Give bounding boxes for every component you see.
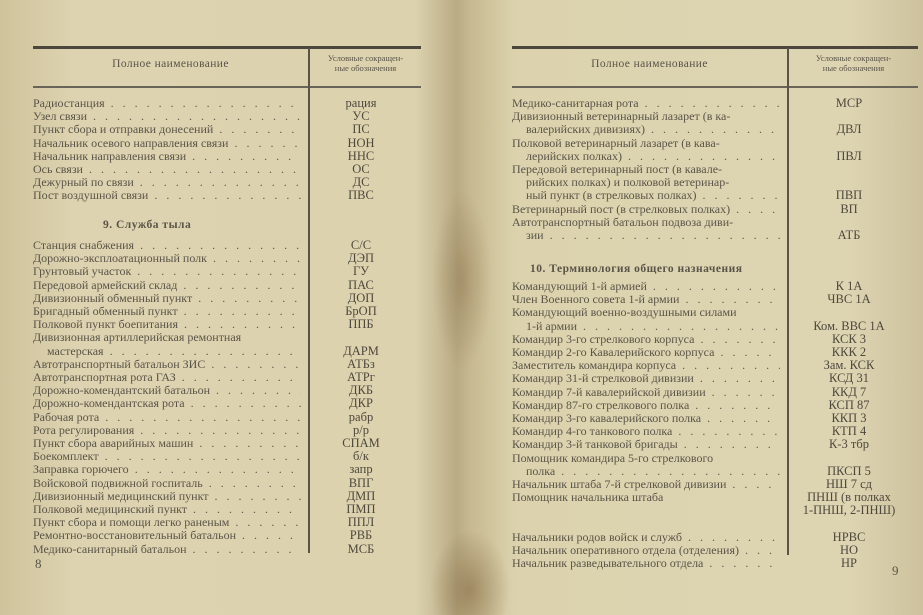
table-row	[512, 293, 918, 306]
table-row	[33, 265, 421, 278]
full-name-line: Автотранспортный батальон ЗИС . . .	[33, 358, 301, 371]
full-name	[33, 239, 301, 252]
full-name	[33, 331, 301, 357]
abbreviation: АТБз	[347, 356, 375, 371]
full-name-line: Дивизионная артиллерийская ремонтная	[33, 331, 242, 345]
full-name	[33, 176, 301, 189]
full-name-line: Радиостанция . . .	[33, 97, 301, 110]
table-section-general-terminology	[512, 280, 918, 570]
full-name-line: Командующий 1-й армией . . .	[512, 280, 780, 293]
full-name-line: Войсковой подвижной госпиталь . . .	[33, 477, 301, 490]
full-name	[512, 293, 780, 306]
abbreviation: рация	[345, 96, 377, 110]
full-name-line: Пункт сбора аварийных машин . . .	[33, 437, 301, 450]
full-name	[33, 163, 301, 176]
full-name-line: Пункт сбора и помощи легко раненым . . .	[33, 516, 301, 529]
table-row	[33, 411, 421, 424]
full-name	[512, 438, 780, 451]
abbreviation: К 1А	[835, 279, 863, 293]
table-row	[33, 137, 421, 150]
abbreviation: ГУ	[352, 264, 370, 279]
full-name-line: Командир 3-го кавалерийского полка . . .	[512, 412, 780, 425]
full-name-line: Передовой армейский склад . . .	[33, 279, 301, 292]
full-name-line: Узел связи . . .	[33, 110, 301, 123]
full-name	[33, 252, 301, 265]
header-bottom-rule	[33, 86, 421, 88]
abbreviation: ККК 2	[831, 345, 867, 360]
full-name-line: Дежурный по связи . . .	[33, 176, 301, 189]
section-heading: 10. Терминология общего назначения	[530, 263, 743, 275]
full-name-line: Дорожно-эксплоатационный полк . . .	[33, 252, 301, 265]
abbreviation: ОС	[352, 162, 370, 177]
table-row	[512, 203, 918, 216]
full-name-line: Медико-санитарный батальон . . .	[33, 543, 301, 556]
abbreviation: АТБ	[837, 228, 861, 243]
column-header-abbreviation: Условные сокращен- ные обозначения	[815, 53, 892, 73]
full-name-line: Передовой ветеринарный пост (в кавале-	[512, 163, 723, 177]
full-name	[512, 346, 780, 359]
full-name	[512, 110, 780, 136]
abbreviation: ПВП	[835, 188, 863, 203]
abbreviation: ДВЛ	[836, 122, 862, 137]
full-name	[512, 399, 780, 412]
abbreviation: ВП	[840, 201, 858, 216]
full-name-line: Командир 3-й танковой бригады . . .	[512, 438, 780, 451]
full-name-line: Командир 2-го Кавалерийского корпуса . . .	[512, 346, 780, 359]
full-name-line: рийских полках) и полковой ветеринар-	[526, 176, 730, 190]
table-row	[512, 438, 918, 451]
full-name-line: Командир 87-го стрелкового полка . . .	[512, 399, 780, 412]
full-name	[33, 150, 301, 163]
full-name	[33, 516, 301, 529]
full-name-line: Пункт сбора и отправки донесений . . .	[33, 123, 301, 136]
full-name	[33, 503, 301, 516]
full-name	[512, 478, 780, 491]
full-name	[512, 359, 780, 372]
full-name	[33, 371, 301, 384]
full-name	[33, 318, 301, 331]
abbreviation: ДАРМ	[343, 343, 379, 358]
full-name-line: Боекомплект . . .	[33, 450, 301, 463]
abbreviation: КСК 3	[831, 331, 867, 346]
full-name-line: Дивизионный медицинский пункт . . .	[33, 490, 301, 503]
table-row	[512, 386, 918, 399]
column-header-full-name: Полное наименование	[112, 58, 229, 70]
abbreviation: ДОП	[347, 290, 375, 305]
abbreviation: НР	[841, 556, 857, 571]
table-row	[33, 543, 421, 556]
full-name-line: Бригадный обменный пункт . . .	[33, 305, 301, 318]
full-name-line: Командир 7-й кавалерийской дивизии . . .	[512, 386, 780, 399]
full-name	[512, 425, 780, 438]
abbreviation: НРВС	[832, 529, 866, 544]
full-name	[512, 97, 780, 110]
full-name	[512, 203, 780, 216]
abbreviation: КСП 87	[828, 397, 870, 412]
full-name-line: валерийских дивизиях) . . .	[512, 123, 780, 136]
full-name	[33, 137, 301, 150]
full-name-line: Грунтовый участок . . .	[33, 265, 301, 278]
abbreviation: ПС	[352, 122, 370, 137]
full-name	[33, 477, 301, 490]
full-name-line: ный пункт (в стрелковых полках) . . .	[512, 189, 780, 202]
full-name	[33, 397, 301, 410]
full-name-line: Командир 31-й стрелковой дивизии . . .	[512, 372, 780, 385]
full-name-line: Командир 4-го танкового полка . . .	[512, 425, 780, 438]
abbreviation: КСД 31	[829, 371, 869, 386]
abbreviation: ДС	[352, 175, 370, 190]
abbreviation: КТП 4	[831, 424, 867, 439]
table-row	[512, 491, 918, 517]
page-number: 9	[892, 563, 899, 578]
abbreviation: АТРг	[347, 370, 375, 385]
table-row	[512, 531, 918, 544]
abbreviation: ПМП	[346, 502, 376, 517]
table-row	[512, 137, 918, 163]
abbreviation: ДЭП	[347, 251, 375, 266]
abbreviation: ПКСП 5	[827, 463, 871, 478]
table-row	[512, 544, 918, 557]
table-section-rear-services	[33, 239, 421, 556]
abbreviation: ДКБ	[348, 383, 374, 398]
abbreviation: ПВС	[348, 188, 374, 203]
full-name-line: 1-й армии . . .	[512, 320, 780, 333]
abbreviation: МСБ	[347, 541, 375, 556]
full-name	[33, 411, 301, 424]
table-section-communications	[33, 97, 421, 203]
full-name-line: Начальник оперативного отдела (отделения) . . .	[512, 544, 780, 557]
abbreviation: ПНШ (в полках 1-ПНШ, 2-ПНШ)	[802, 490, 896, 518]
full-name-line: Рота регулирования . . .	[33, 424, 301, 437]
full-name	[33, 358, 301, 371]
full-name-line: Полковой ветеринарный лазарет (в кава-	[512, 136, 720, 150]
table-row	[33, 123, 421, 136]
abbreviation: Зам. КСК	[823, 358, 875, 373]
abbreviation: ППЛ	[347, 515, 375, 530]
abbreviation: НО	[839, 542, 859, 557]
table-row	[33, 318, 421, 331]
row-spacer	[512, 518, 918, 531]
abbreviation: СПАМ	[342, 436, 380, 451]
abbreviation: РВБ	[349, 528, 373, 543]
table-row	[33, 331, 421, 357]
full-name-line: Дорожно-комендантский батальон . . .	[33, 384, 301, 397]
full-name-line: Начальник штаба 7-й стрелковой дивизии . . .	[512, 478, 780, 491]
full-name	[33, 110, 301, 123]
full-name-line: Начальник направления связи . . .	[33, 150, 301, 163]
full-name-line: Полковой медицинский пункт . . .	[33, 503, 301, 516]
abbreviation: ККП 3	[831, 411, 867, 426]
full-name-line: Дорожно-комендантская рота . . .	[33, 397, 301, 410]
full-name-line: Член Военного совета 1-й армии . . .	[512, 293, 780, 306]
table-row	[512, 306, 918, 332]
full-name-line: зии . . .	[512, 229, 780, 242]
abbreviation: рабр	[348, 409, 374, 424]
full-name-line	[512, 504, 780, 517]
column-header-abbreviation: Условные сокращен- ные обозначения	[327, 53, 404, 73]
table-section-veterinary	[512, 97, 918, 242]
abbreviation: ННС	[347, 148, 375, 163]
full-name	[33, 97, 301, 110]
table-row	[512, 97, 918, 110]
full-name-line: Ось связи . . .	[33, 163, 301, 176]
full-name-line: Командир 3-го стрелкового корпуса . . .	[512, 333, 780, 346]
full-name-line: лерийских полках) . . .	[512, 150, 780, 163]
full-name-line: Командующий военно-воздушными силами	[512, 306, 737, 320]
column-header-full-name: Полное наименование	[591, 58, 708, 70]
table-row	[512, 372, 918, 385]
table-row	[33, 279, 421, 292]
header-bottom-rule	[512, 86, 918, 88]
right-page	[512, 0, 918, 615]
left-page	[33, 0, 421, 615]
abbreviation: НОН	[347, 135, 375, 150]
full-name-line: Автотранспортный батальон подвоза диви-	[512, 215, 734, 229]
full-name	[33, 265, 301, 278]
table-row	[512, 110, 918, 136]
abbreviation: НШ 7 сд	[825, 477, 873, 492]
full-name	[512, 372, 780, 385]
full-name-line: Медико-санитарная рота . . .	[512, 97, 780, 110]
full-name	[33, 305, 301, 318]
abbreviation: Ком. ВВС 1А	[813, 318, 885, 333]
abbreviation: ПАС	[348, 277, 374, 292]
full-name	[33, 529, 301, 542]
full-name-line: Начальник разведывательного отдела . . .	[512, 557, 780, 570]
full-name	[512, 163, 780, 203]
abbreviation: запр	[349, 462, 373, 477]
full-name	[512, 333, 780, 346]
abbreviation: ДКР	[349, 396, 373, 411]
section-heading: 9. Служба тыла	[103, 219, 192, 231]
full-name-line: Дивизионный ветеринарный лазарет (в ка-	[512, 110, 731, 124]
full-name	[33, 463, 301, 476]
full-name-line: Полковой пункт боепитания . . .	[33, 318, 301, 331]
full-name	[512, 452, 780, 478]
full-name-line: Помощник командира 5-го стрелкового	[512, 451, 714, 465]
abbreviation: ККД 7	[831, 384, 867, 399]
table-row	[512, 216, 918, 242]
table-row	[512, 557, 918, 570]
full-name-line: Заправка горючего . . .	[33, 463, 301, 476]
abbreviation: БрОП	[345, 304, 377, 319]
abbreviation: С/С	[350, 238, 372, 252]
table-row	[512, 452, 918, 478]
full-name	[33, 450, 301, 463]
full-name	[512, 557, 780, 570]
full-name	[33, 189, 301, 202]
full-name	[512, 531, 780, 544]
abbreviation: ДМП	[346, 488, 376, 503]
abbreviation: ПВЛ	[836, 148, 862, 163]
full-name-line: Автотранспортная рота ГАЗ . . .	[33, 371, 301, 384]
full-name-line: полка . . .	[512, 465, 780, 478]
full-name	[33, 292, 301, 305]
full-name	[512, 491, 780, 517]
full-name	[33, 123, 301, 136]
table-row	[33, 397, 421, 410]
table-row	[33, 463, 421, 476]
abbreviation: МСР	[835, 96, 863, 110]
full-name-line: Начальник осевого направления связи . . .	[33, 137, 301, 150]
header-top-rule	[512, 46, 918, 49]
full-name	[33, 543, 301, 556]
full-name-line: Рабочая рота . . .	[33, 411, 301, 424]
abbreviation: ЧВС 1А	[827, 292, 871, 307]
table-row	[33, 477, 421, 490]
full-name	[33, 424, 301, 437]
full-name	[512, 280, 780, 293]
abbreviation: ВПГ	[348, 475, 374, 490]
abbreviation: УС	[352, 109, 370, 124]
full-name-line: Начальники родов войск и служб . . .	[512, 531, 780, 544]
full-name	[512, 412, 780, 425]
full-name	[33, 490, 301, 503]
full-name	[512, 544, 780, 557]
abbreviation: б/к	[353, 449, 369, 464]
full-name-line: Дивизионный обменный пункт . . .	[33, 292, 301, 305]
full-name-line: Станция снабжения . . .	[33, 239, 301, 252]
full-name	[33, 279, 301, 292]
abbreviation: р/р	[353, 422, 369, 437]
abbreviation: ППБ	[348, 317, 374, 332]
full-name	[33, 384, 301, 397]
full-name-line: Пост воздушной связи . . .	[33, 189, 301, 202]
table-row	[512, 163, 918, 203]
abbreviation: К-3 тбр	[829, 437, 869, 452]
table-row	[33, 189, 421, 202]
header-top-rule	[33, 46, 421, 49]
page-number: 8	[35, 556, 42, 571]
full-name-line: Заместитель командира корпуса . . .	[512, 359, 780, 372]
full-name	[512, 386, 780, 399]
table-row	[33, 529, 421, 542]
full-name	[512, 306, 780, 332]
full-name-line: мастерская . . .	[33, 345, 301, 358]
full-name-line: Ремонтно-восстановительный батальон . . .	[33, 529, 301, 542]
full-name-line: Помощник начальника штаба	[512, 491, 664, 505]
full-name	[512, 137, 780, 163]
full-name	[512, 216, 780, 242]
full-name	[33, 437, 301, 450]
full-name-line: Ветеринарный пост (в стрелковых полках) . . .	[512, 203, 780, 216]
